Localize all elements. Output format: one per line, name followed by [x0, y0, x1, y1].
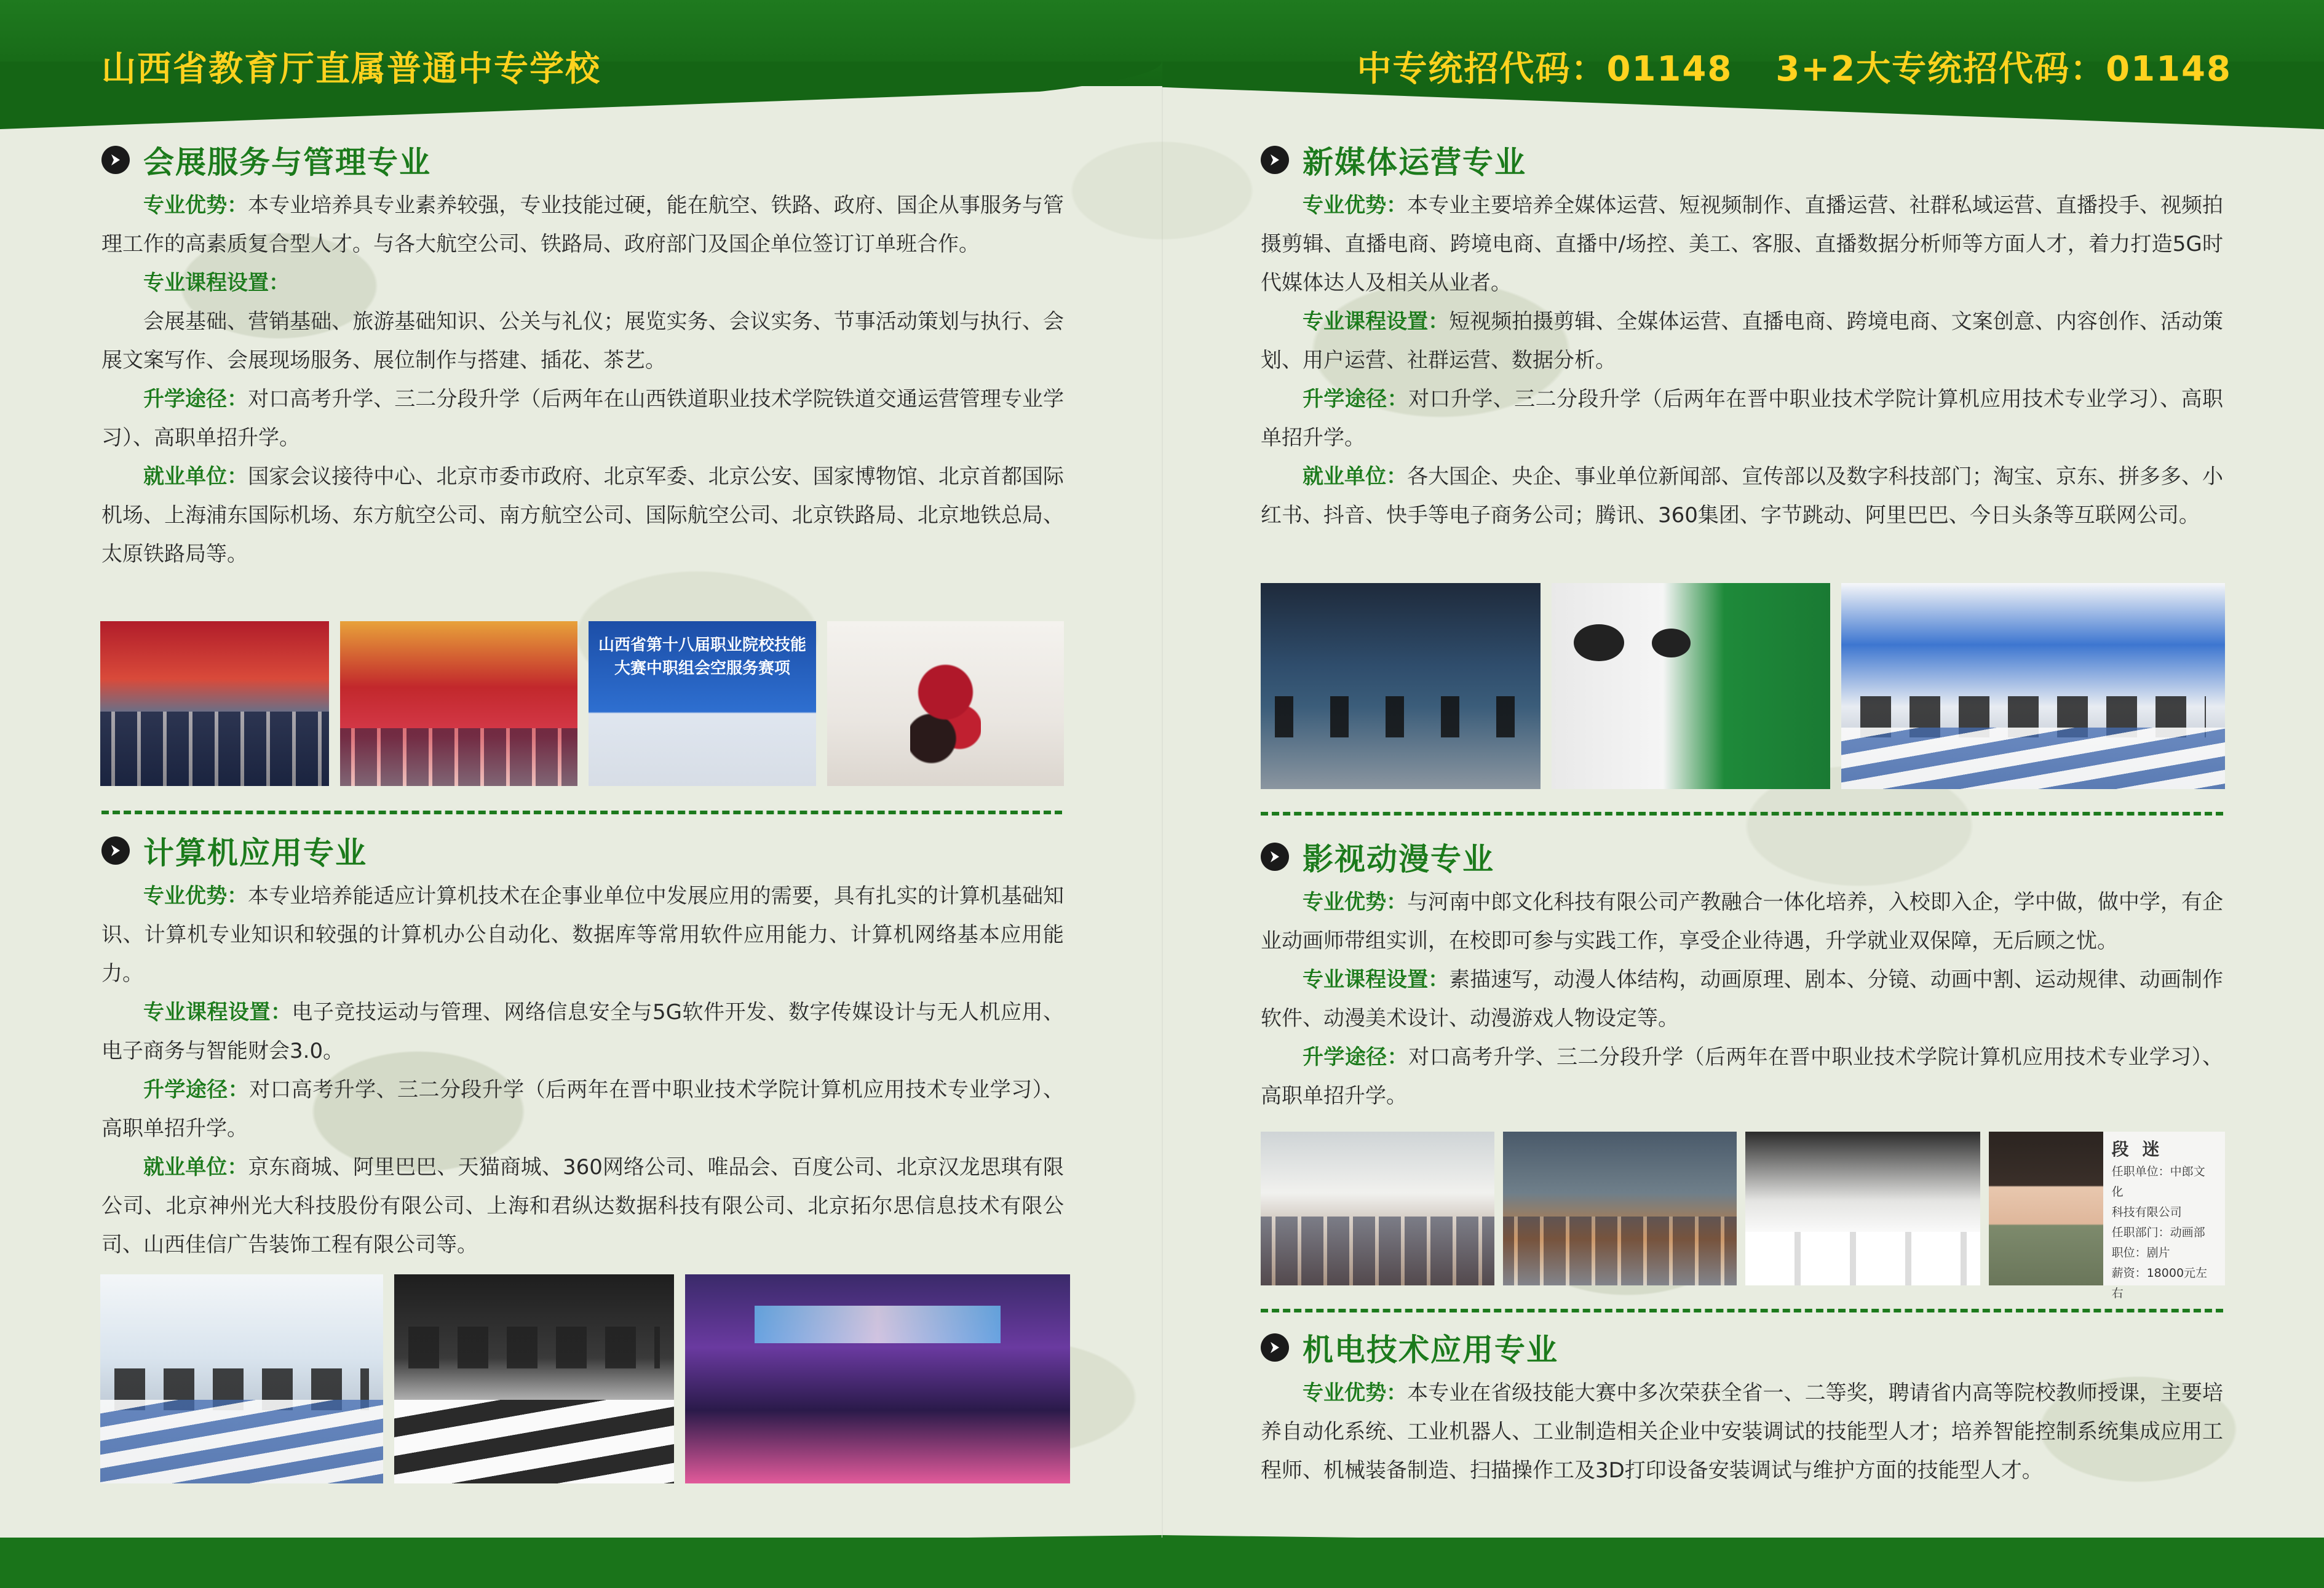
teacher-dept: 任职部门：动画部: [2111, 1226, 2205, 1239]
media-lab-photo: [1841, 583, 2225, 789]
section-title: 机电技术应用专业: [1303, 1332, 1558, 1368]
section-title: 计算机应用专业: [143, 835, 367, 871]
center-fold: [1162, 0, 1163, 1588]
path-label: 升学途径：: [143, 387, 248, 411]
esports-room-photo: [394, 1274, 674, 1483]
advantage-label: 专业优势：: [1303, 193, 1408, 218]
footer-band: [0, 1538, 2324, 1588]
teacher-name: 段 迷: [2111, 1139, 2163, 1159]
path-label: 升学途径：: [1303, 387, 1409, 411]
section-animation: [1261, 835, 2223, 1116]
section-header: [1261, 138, 2223, 181]
path-label: 升学途径：: [1303, 1045, 1409, 1070]
advantage-text: 本专业培养具专业素养较强，专业技能过硬，能在航空、铁路、政府、国企从事服务与管理工作的高素质复合型人才。与各大航空公司、铁路局、政府部门及国企单位签订订单班合作。: [101, 193, 1065, 256]
animation-class-photo: [1503, 1132, 1737, 1285]
job-label: 就业单位：: [143, 1155, 248, 1180]
advantage-text: 本专业培养能适应计算机技术在企事业单位中发展应用的需要，具有扎实的计算机基础知识、计算机专业知识和较强的计算机办公自动化、数据库等常用软件应用能力、计算机网络基本应用能力。: [101, 884, 1065, 986]
section-exhibition: [101, 138, 1064, 574]
job-label: 就业单位：: [143, 464, 248, 489]
dress-photo: [827, 621, 1064, 786]
course-text: 短视频拍摄剪辑、全媒体运营、直播电商、跨境电商、文案创意、内容创作、活动策划、用户运营、社群运营、数据分析。: [1261, 309, 2224, 373]
teacher-unit-2: 科技有限公司: [2111, 1205, 2182, 1219]
section-newmedia: [1261, 138, 2223, 535]
course-label: 专业课程设置：: [1303, 967, 1450, 992]
section-divider: [101, 811, 1062, 814]
course-text: 电子竞技运动与管理、网络信息安全与5G软件开发、数字传媒设计与无人机应用、电子商务与智能财会3.0。: [101, 1000, 1065, 1063]
course-paragraph: [1261, 303, 2223, 380]
college-code: 3+2大专统招代码：01148: [1775, 49, 2232, 89]
section-header: [101, 829, 1064, 872]
path-text: 对口高考升学、三二分段升学（后两年在晋中职业技术学院计算机应用技术专业学习）、高职单招升学。: [101, 1078, 1064, 1141]
advantage-text: 与河南中郎文化科技有限公司产教融合一体化培养，入校即入企，学中做，做中学，有企业动画师带组实训，在校即可参与实践工作，享受企业待遇，升学就业双保障，无后顾之忧。: [1261, 890, 2224, 953]
computer-photos: [100, 1274, 1070, 1483]
section-mechatronics: [1261, 1326, 2223, 1490]
course-text: 会展基础、营销基础、旅游基础知识、公关与礼仪；展览实务、会议实务、节事活动策划与执行、会展文案写作、会展现场服务、展位制作与搭建、插花、茶艺。: [101, 309, 1064, 373]
path-text: 对口升学、三二分段升学（后两年在晋中职业技术学院计算机应用技术专业学习）、高职单招升学。: [1261, 387, 2223, 450]
school-title: 山西省教育厅直属普通中专学校: [101, 49, 601, 89]
job-label: 就业单位：: [1303, 464, 1408, 489]
circle-arrow-icon: [1261, 146, 1289, 174]
course-paragraph: [101, 264, 1064, 303]
stage-photo: [340, 621, 577, 786]
course-paragraph: [101, 993, 1064, 1071]
esports-arena-photo: [685, 1274, 1070, 1483]
advantage-text: 本专业在省级技能大赛中多次荣获全省一、二等奖，聘请省内高等院校教师授课，主要培养自动化系统、工业机器人、工业制造相关企业中安装调试的技能型人才；培养智能控制系统集成应用工程师、机械装备制造、扫描操作工及3D打印设备安装调试与维护方面的技能型人才。: [1261, 1381, 2224, 1483]
course-text: 素描速写，动漫人体结构，动画原理、剧本、分镜、动画中割、运动规律、动画制作软件、动漫美术设计、动漫游戏人物设定等。: [1261, 967, 2224, 1031]
advantage-label: 专业优势：: [143, 884, 248, 908]
job-paragraph: [1261, 458, 2223, 535]
newmedia-photos: [1261, 583, 2225, 789]
path-paragraph: [1261, 1038, 2223, 1116]
teacher-info: [2103, 1132, 2225, 1300]
path-label: 升学途径：: [143, 1078, 250, 1102]
enrollment-codes: [1357, 42, 2232, 91]
section-title: 影视动漫专业: [1303, 841, 1494, 877]
section-computer: [101, 829, 1064, 1264]
animation-hall-photo: [1745, 1132, 1980, 1285]
section-header: [1261, 835, 2223, 878]
course-label: 专业课程设置：: [1303, 309, 1450, 334]
section-divider: [1261, 812, 2223, 816]
path-text: 对口高考升学、三二分段升学（后两年在山西铁道职业技术学院铁道交通运营管理专业学习）、高职单招升学。: [101, 387, 1065, 450]
computer-lab-photo: [100, 1274, 383, 1483]
job-paragraph: [101, 1148, 1064, 1264]
advantage-label: 专业优势：: [1303, 1381, 1408, 1405]
competition-banner: 山西省第十八届职业院校技能大赛中职组会空服务赛项: [598, 636, 806, 678]
circle-arrow-icon: [101, 836, 130, 865]
advantage-label: 专业优势：: [143, 193, 248, 218]
secondary-code: 中专统招代码：01148: [1357, 49, 1733, 89]
section-title: 新媒体运营专业: [1303, 145, 1526, 180]
advantage-paragraph: [1261, 1374, 2223, 1490]
section-title: 会展服务与管理专业: [143, 145, 431, 180]
green-screen-photo: [1552, 583, 1830, 789]
animation-photos: [1261, 1132, 2225, 1300]
teacher-photo: [1989, 1132, 2103, 1285]
advantage-paragraph: [101, 186, 1064, 264]
advantage-label: 专业优势：: [1303, 890, 1408, 915]
exhibition-photos: [100, 621, 1064, 786]
advantage-paragraph: [101, 877, 1064, 993]
header: [0, 0, 2324, 128]
sketch-class-photo: [1261, 1132, 1494, 1285]
teacher-unit: 任职单位：中郎文化: [2111, 1165, 2205, 1199]
broadcast-studio-photo: [1261, 583, 1541, 789]
advantage-text: 本专业主要培养全媒体运营、短视频制作、直播运营、社群私域运营、直播投手、视频拍摄剪辑、直播电商、跨境电商、直播中/场控、美工、客服、直播数据分析师等方面人才，着力打造5G时代媒体达人及相关从业者。: [1261, 193, 2224, 295]
path-paragraph: [1261, 380, 2223, 458]
job-text: 各大国企、央企、事业单位新闻部、宣传部以及数字科技部门；淘宝、京东、拼多多、小红书、抖音、快手等电子商务公司；腾讯、360集团、字节跳动、阿里巴巴、今日头条等互联网公司。: [1261, 464, 2224, 528]
advantage-paragraph: [1261, 186, 2223, 303]
course-label: 专业课程设置：: [143, 271, 290, 295]
section-header: [101, 138, 1064, 181]
circle-arrow-icon: [101, 146, 130, 174]
circle-arrow-icon: [1261, 1333, 1289, 1362]
job-text: 京东商城、阿里巴巴、天猫商城、360网络公司、唯品会、百度公司、北京汉龙思琪有限公司、北京神州光大科技股份有限公司、上海和君纵达数据科技有限公司、北京拓尔思信息技术有限公司、山西佳信广告装饰工程有限公司等。: [101, 1155, 1064, 1257]
job-text: 国家会议接待中心、北京市委市政府、北京军委、北京公安、国家博物馆、北京首都国际机场、上海浦东国际机场、东方航空公司、南方航空公司、国际航空公司、北京铁路局、北京地铁总局、太原铁路局等。: [101, 464, 1065, 566]
course-label: 专业课程设置：: [143, 1000, 292, 1025]
teacher-post: 职位：剧片: [2111, 1246, 2170, 1260]
teacher-card: [1989, 1132, 2225, 1300]
section-divider: [1261, 1309, 2223, 1312]
teacher-salary: 薪资：18000元左右: [2111, 1266, 2208, 1300]
path-text: 对口高考升学、三二分段升学（后两年在晋中职业技术学院计算机应用技术专业学习）、高职单招升学。: [1261, 1045, 2223, 1108]
competition-photo: [589, 621, 816, 786]
section-header: [1261, 1326, 2223, 1369]
path-paragraph: [101, 1071, 1064, 1148]
path-paragraph: [101, 380, 1064, 458]
course-paragraph: [1261, 961, 2223, 1038]
circle-arrow-icon: [1261, 843, 1289, 871]
ceremony-photo: [100, 621, 329, 786]
job-paragraph: [101, 458, 1064, 574]
advantage-paragraph: [1261, 883, 2223, 961]
